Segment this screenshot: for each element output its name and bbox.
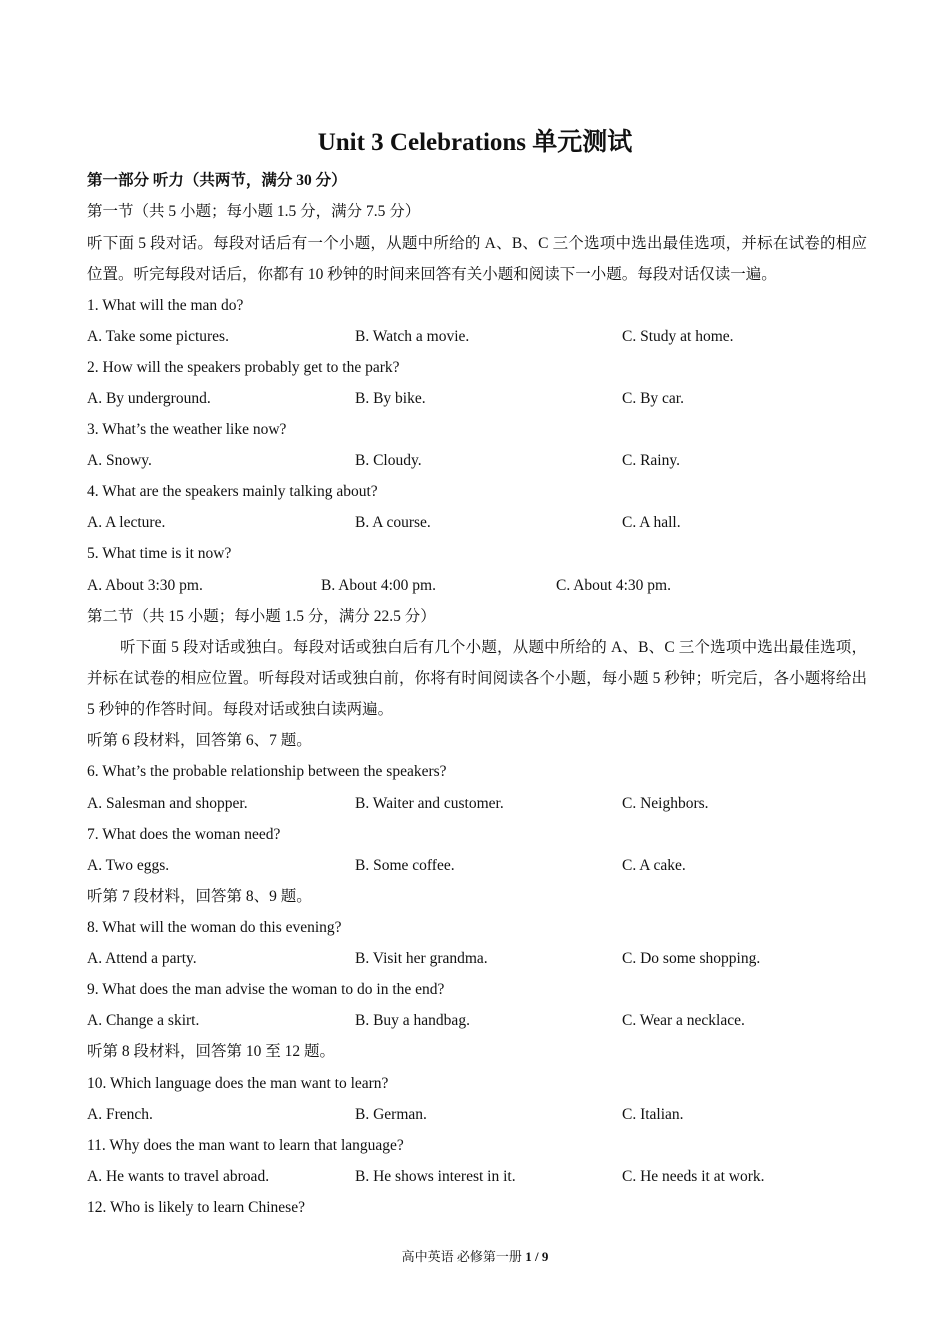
q4-option-c: C. A hall. [622,514,681,531]
footer-separator: / [531,1249,542,1264]
q8-option-a: A. Attend a party. [87,950,197,967]
q5-option-b: B. About 4:00 pm. [321,577,436,594]
question-8: 8. What will the woman do this evening? [87,919,342,936]
footer-subject: 高中英语 必修第一册 [401,1249,526,1264]
q9-option-a: A. Change a skirt. [87,1012,200,1029]
q9-option-c: C. Wear a necklace. [622,1012,745,1029]
section1-heading: 第一节（共 5 小题；每小题 1.5 分，满分 7.5 分） [87,203,421,220]
question-6: 6. What’s the probable relationship between the speakers? [87,763,447,780]
material-note-6: 听第 6 段材料，回答第 6、7 题。 [87,732,312,749]
q8-option-c: C. Do some shopping. [622,950,761,967]
q7-option-b: B. Some coffee. [355,857,455,874]
question-2: 2. How will the speakers probably get to the park? [87,359,400,376]
question-10: 10. Which language does the man want to learn? [87,1075,389,1092]
q5-option-c: C. About 4:30 pm. [556,577,671,594]
q1-option-b: B. Watch a movie. [355,328,470,345]
footer-page-number: 1 [525,1249,532,1264]
q5-option-a: A. About 3:30 pm. [87,577,203,594]
q11-option-b: B. He shows interest in it. [355,1168,516,1185]
q2-option-b: B. By bike. [355,390,426,407]
q3-option-b: B. Cloudy. [355,452,422,469]
section2-instructions: 听下面 5 段对话或独白。每段对话或独白后有几个小题，从题中所给的 A、B、C 三个选项中选出最佳选项，并标在试卷的相应位置。听每段对话或独白前，你将有时间阅读各个小题，每小题 5 秒钟；听完后，各小题将给出 5 秒钟的作答时间。每段对话或独白读两遍。 [87,639,867,718]
q8-option-b: B. Visit her grandma. [355,950,488,967]
q4-option-a: A. A lecture. [87,514,166,531]
q1-option-c: C. Study at home. [622,328,734,345]
q7-option-a: A. Two eggs. [87,857,170,874]
section1-instructions: 听下面 5 段对话。每段对话后有一个小题，从题中所给的 A、B、C 三个选项中选出最佳选项，并标在试卷的相应位置。听完每段对话后，你都有 10 秒钟的时间来回答有关小题和阅读下一小题。每段对话仅读一遍。 [87,235,867,283]
material-note-8: 听第 8 段材料，回答第 10 至 12 题。 [87,1043,336,1060]
q11-option-c: C. He needs it at work. [622,1168,765,1185]
q10-option-b: B. German. [355,1106,427,1123]
question-7: 7. What does the woman need? [87,826,281,843]
q6-option-b: B. Waiter and customer. [355,795,504,812]
question-4: 4. What are the speakers mainly talking about? [87,483,378,500]
q1-option-a: A. Take some pictures. [87,328,229,345]
footer-page-total: 9 [541,1249,549,1264]
q6-option-a: A. Salesman and shopper. [87,795,248,812]
q10-option-a: A. French. [87,1106,153,1123]
page-title: Unit 3 Celebrations 单元测试 [317,129,633,156]
page-footer [0,1246,950,1265]
question-3: 3. What’s the weather like now? [87,421,287,438]
part1-heading: 第一部分 听力（共两节，满分 30 分） [87,172,347,189]
q3-option-c: C. Rainy. [622,452,680,469]
q3-option-a: A. Snowy. [87,452,152,469]
q11-option-a: A. He wants to travel abroad. [87,1168,270,1185]
question-1: 1. What will the man do? [87,297,244,314]
q10-option-c: C. Italian. [622,1106,684,1123]
section2-heading: 第二节（共 15 小题；每小题 1.5 分，满分 22.5 分） [87,608,436,625]
q7-option-c: C. A cake. [622,857,686,874]
material-note-7: 听第 7 段材料，回答第 8、9 题。 [87,888,312,905]
q9-option-b: B. Buy a handbag. [355,1012,470,1029]
question-5: 5. What time is it now? [87,545,232,562]
q6-option-c: C. Neighbors. [622,795,709,812]
q2-option-a: A. By underground. [87,390,211,407]
q2-option-c: C. By car. [622,390,684,407]
q4-option-b: B. A course. [355,514,431,531]
question-12: 12. Who is likely to learn Chinese? [87,1199,305,1216]
question-11: 11. Why does the man want to learn that language? [87,1137,404,1154]
question-9: 9. What does the man advise the woman to do in the end? [87,981,445,998]
